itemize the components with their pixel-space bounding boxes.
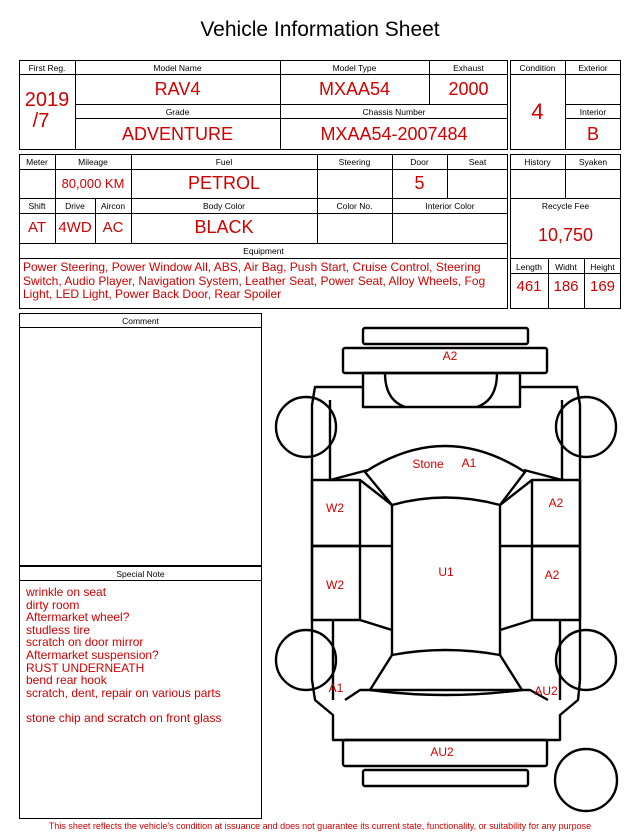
- interior-value: B: [586, 124, 599, 144]
- color-no-label: Color No.: [336, 201, 373, 211]
- body-color-label: Body Color: [202, 201, 246, 211]
- special-note-item: stone chip and scratch on front glass: [26, 710, 222, 725]
- aircon-label: Aircon: [100, 201, 126, 211]
- interior-color-label: Interior Color: [425, 201, 475, 211]
- mileage-value: 80,000 KM: [61, 176, 125, 191]
- damage-mark-right-rear-door: A2: [544, 568, 560, 582]
- exterior-label: Exterior: [578, 63, 608, 73]
- special-note-item: wrinkle on seat: [26, 585, 107, 599]
- chassis-number-label: Chassis Number: [362, 107, 426, 117]
- special-note-item: scratch on door mirror: [26, 635, 144, 650]
- length-value: 461: [516, 278, 542, 295]
- model-name-label: Model Name: [153, 63, 202, 73]
- interior-label: Interior: [579, 107, 607, 117]
- aircon-value: AC: [102, 219, 124, 236]
- length-label: Length: [516, 262, 542, 272]
- shift-value: AT: [27, 219, 47, 236]
- body-color-value: BLACK: [194, 217, 254, 237]
- equipment-list: Power Steering, Power Window All, ABS, Air Bag, Push Start, Cruise Control, Steering Switch, Audio Player, Navigation System, Leather Seat, Power Seat, Alloy Wheels, Fog Light, LED Light, Power Back Door, Rear Spoiler: [23, 260, 486, 301]
- comment-box: [19, 313, 262, 566]
- height-label: Height: [590, 262, 615, 272]
- steering-label: Steering: [338, 157, 371, 167]
- special-note-item: RUST UNDERNEATH: [26, 660, 145, 675]
- damage-mark-windshield: A1: [461, 456, 477, 470]
- first-reg-month-value: /7: [32, 110, 50, 132]
- fuel-value: PETROL: [187, 173, 261, 193]
- car-damage-diagram: [268, 320, 624, 820]
- condition-value: 4: [531, 99, 544, 124]
- recycle-fee-label: Recycle Fee: [541, 201, 590, 211]
- drive-value: 4WD: [58, 219, 92, 236]
- fuel-label: Fuel: [215, 157, 233, 167]
- shift-label: Shift: [28, 201, 46, 211]
- condition-label: Condition: [519, 63, 556, 73]
- drive-label: Drive: [65, 201, 85, 211]
- special-note-item: Aftermarket suspension?: [26, 647, 159, 662]
- special-note-item: scratch, dent, repair on various parts: [26, 685, 221, 700]
- special-note-item: Aftermarket wheel?: [26, 610, 130, 625]
- first-reg-year-value: 2019: [24, 89, 70, 111]
- syaken-label: Syaken: [578, 157, 608, 167]
- meter-label: Meter: [26, 157, 48, 167]
- equipment-label: Equipment: [243, 246, 284, 256]
- seat-label: Seat: [468, 157, 487, 167]
- door-value: 5: [414, 173, 425, 193]
- model-type-label: Model Type: [332, 63, 377, 73]
- special-note-item: bend rear hook: [26, 673, 107, 688]
- disclaimer-footer: This sheet reflects the vehicle's condition at issuance and does not guarantee its current state, functionality, or suitability for any purpose: [48, 821, 592, 831]
- damage-mark-left-rear: A1: [328, 681, 344, 695]
- grade-label: Grade: [165, 107, 190, 117]
- damage-mark-right-front-door: A2: [548, 496, 564, 510]
- grade-value: ADVENTURE: [121, 124, 233, 144]
- special-note-item: dirty room: [26, 597, 80, 612]
- model-name-value: RAV4: [154, 79, 201, 99]
- door-label: Door: [410, 157, 429, 167]
- comment-label: Comment: [122, 316, 159, 326]
- mileage-label: Mileage: [78, 157, 108, 167]
- damage-mark-left-rear-door: W2: [326, 578, 344, 592]
- damage-mark-left-front-door: W2: [326, 501, 344, 515]
- model-type-value: MXAA54: [318, 79, 391, 99]
- history-label: History: [524, 157, 551, 167]
- chassis-number-value: MXAA54-2007484: [320, 124, 468, 144]
- damage-mark-right-rear: AU2: [534, 684, 558, 698]
- damage-mark-rear-bumper: AU2: [430, 745, 454, 759]
- recycle-fee-value: 10,750: [537, 225, 594, 245]
- special-note-item: studless tire: [26, 622, 91, 637]
- height-value: 169: [589, 278, 616, 295]
- page-title: Vehicle Information Sheet: [200, 18, 440, 41]
- damage-mark-front: A2: [442, 349, 458, 363]
- exhaust-value: 2000: [448, 79, 489, 99]
- width-label: Widht: [555, 262, 577, 272]
- exhaust-label: Exhaust: [453, 63, 484, 73]
- first-reg-label: First Reg.: [28, 63, 66, 73]
- width-value: 186: [553, 278, 579, 295]
- damage-mark-roof: U1: [438, 565, 454, 579]
- special-note-label: Special Note: [116, 569, 165, 579]
- special-note-list: [26, 586, 221, 725]
- damage-mark-windshield-stone: Stone: [412, 457, 444, 471]
